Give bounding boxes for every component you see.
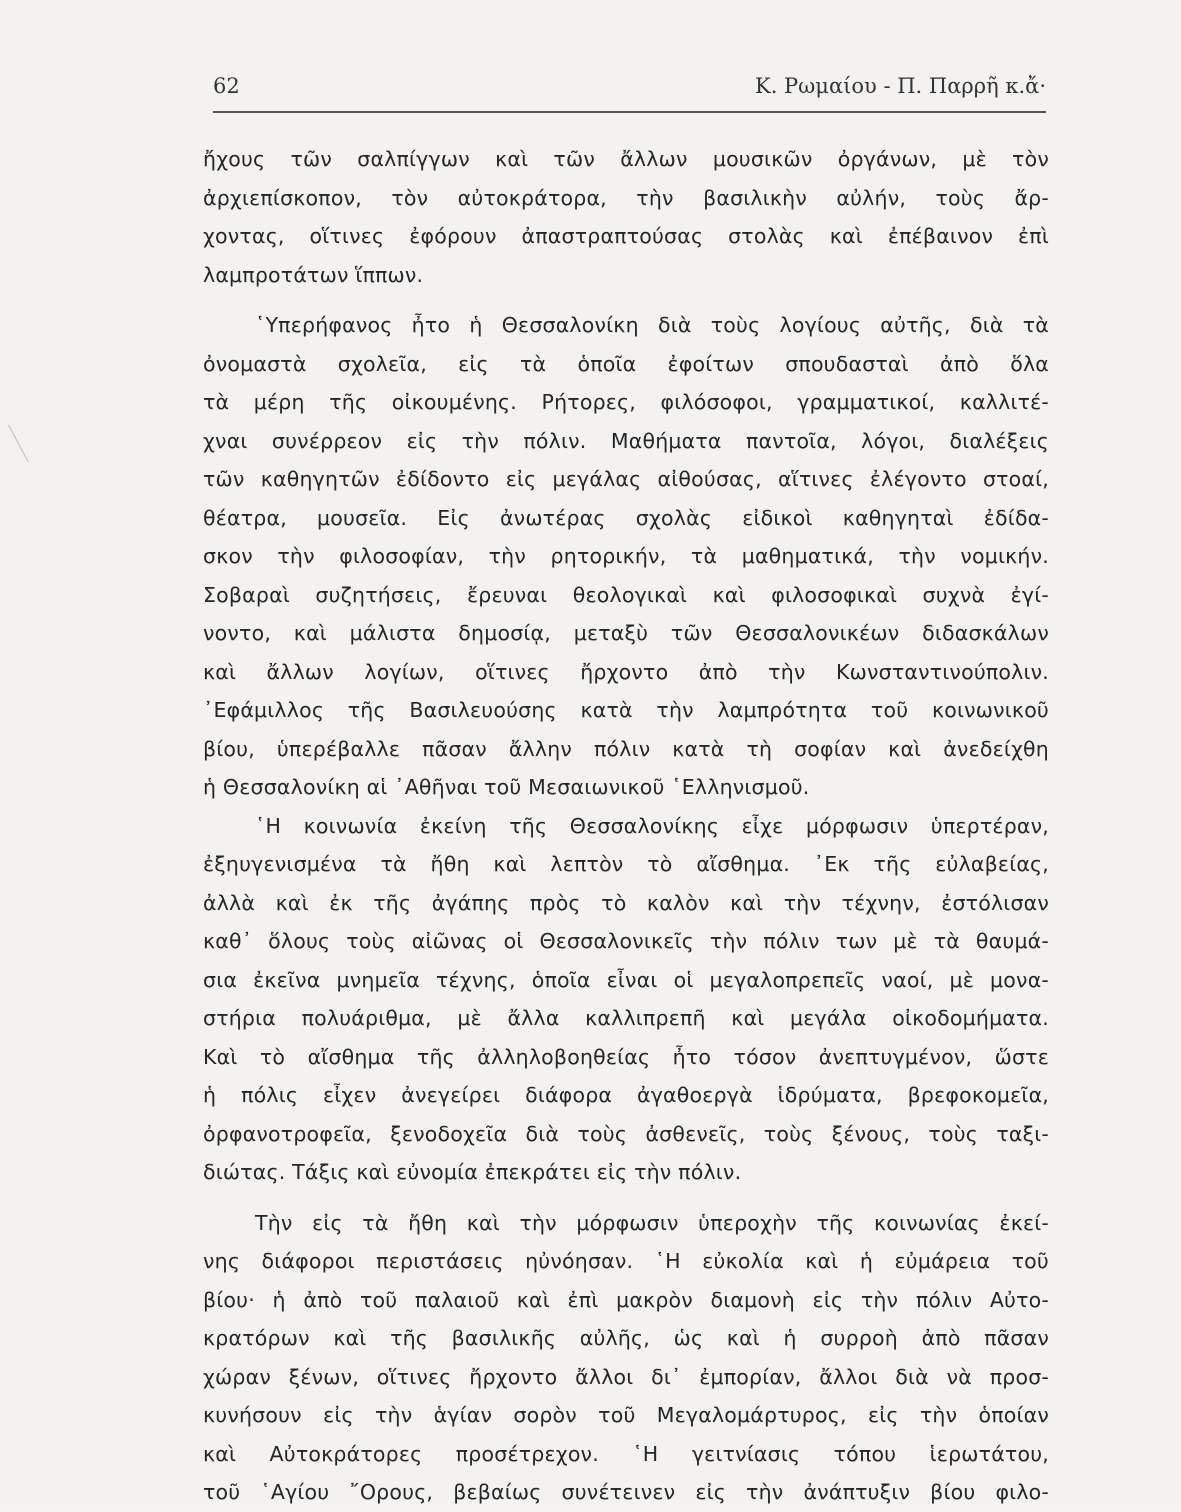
text-line: νης διάφοροι περιστάσεις ηὐνόησαν. ῾Η εὐκολία καὶ ἡ εὐμάρεια τοῦ: [203, 1249, 1049, 1273]
paragraph-4: [203, 1204, 1049, 1512]
text-line: χοντας, οἵτινες ἐφόρουν ἀπαστραπτούσας στολὰς καὶ ἐπέβαινον ἐπὶ: [203, 224, 1049, 248]
text-line: τοῦ ῾Αγίου ῎Ορους, βεβαίως συνέτεινεν εἰς τὴν ἀνάπτυξιν βίου φιλο-: [203, 1480, 1049, 1504]
paragraph-2: [203, 306, 1049, 807]
text-line: νοντο, καὶ μάλιστα δημοσίᾳ, μεταξὺ τῶν Θεσσαλονικέων διδασκάλων: [203, 621, 1049, 645]
text-line: ἀλλὰ καὶ ἐκ τῆς ἀγάπης πρὸς τὸ καλὸν καὶ τὴν τέχνην, ἐστόλισαν: [203, 890, 1049, 915]
text-line: καὶ Αὐτοκράτορες προσέτρεχον. ῾Η γειτνίασις τόπου ἱερωτάτου,: [203, 1441, 1049, 1466]
text-line: ὀνομαστὰ σχολεῖα, εἰς τὰ ὁποῖα ἐφοίτων σπουδασταὶ ἀπὸ ὅλα: [203, 351, 1049, 376]
text-line: ἡ Θεσσαλονίκη αἱ ᾿Αθῆναι τοῦ Μεσαιωνικοῦ ῾Ελληνισμοῦ.: [203, 775, 810, 799]
text-line: τῶν καθηγητῶν ἐδίδοντο εἰς μεγάλας αἰθούσας, αἵτινες ἐλέγοντο στοαί,: [203, 467, 1049, 491]
page-number: 62: [213, 74, 240, 98]
header-rule: [213, 111, 1046, 113]
text-line: διώτας. Τάξις καὶ εὐνομία ἐπεκράτει εἰς τὴν πόλιν.: [203, 1160, 742, 1184]
text-line: στήρια πολυάριθμα, μὲ ἄλλα καλλιπρεπῆ καὶ μεγάλα οἰκοδομήματα.: [203, 1006, 1049, 1030]
page-header: [213, 74, 1046, 108]
text-line: καθ᾿ ὅλους τοὺς αἰῶνας οἱ Θεσσαλονικεῖς τὴν πόλιν των μὲ τὰ θαυμά-: [203, 929, 1049, 953]
text-line: ὀρφανοτροφεῖα, ξενοδοχεῖα διὰ τοὺς ἀσθενεῖς, τοὺς ξένους, τοὺς ταξι-: [203, 1121, 1049, 1146]
text-line: βίου, ὑπερέβαλλε πᾶσαν ἄλλην πόλιν κατὰ τὴ σοφίαν καὶ ἀνεδείχθη: [203, 736, 1049, 761]
paragraph-3: [203, 807, 1049, 1192]
text-line: λαμπροτάτων ἵππων.: [203, 262, 424, 287]
margin-pencil-mark: [8, 414, 48, 462]
text-line: Καὶ τὸ αἴσθημα τῆς ἀλληλοβοηθείας ἦτο τόσον ἀνεπτυγμένον, ὥστε: [203, 1044, 1049, 1069]
body-text: [203, 140, 1049, 1512]
text-line: ἐξηυγενισμένα τὰ ἤθη καὶ λεπτὸν τὸ αἴσθημα. ᾿Εκ τῆς εὐλαβείας,: [203, 852, 1049, 876]
text-line: σια ἐκεῖνα μνημεῖα τέχνης, ὁποῖα εἶναι οἱ μεγαλοπρεπεῖς ναοί, μὲ μονα-: [203, 967, 1049, 992]
text-line: κρατόρων καὶ τῆς βασιλικῆς αὐλῆς, ὡς καὶ ἡ συρροὴ ἀπὸ πᾶσαν: [203, 1326, 1049, 1350]
paragraph-1: [203, 140, 1049, 294]
text-line: ᾿Εφάμιλλος τῆς Βασιλευούσης κατὰ τὴν λαμπρότητα τοῦ κοινωνικοῦ: [203, 698, 1049, 722]
text-line: ῾Η κοινωνία ἐκείνη τῆς Θεσσαλονίκης εἶχε μόρφωσιν ὑπερτέραν,: [255, 813, 1049, 838]
text-line: ῾Υπερήφανος ἦτο ἡ Θεσσαλονίκη διὰ τοὺς λογίους αὐτῆς, διὰ τὰ: [255, 313, 1049, 337]
text-line: καὶ ἄλλων λογίων, οἵτινες ἤρχοντο ἀπὸ τὴν Κωνσταντινούπολιν.: [203, 659, 1049, 684]
text-line: Τὴν εἰς τὰ ἤθη καὶ τὴν μόρφωσιν ὑπεροχὴν τῆς κοινωνίας ἐκεί-: [255, 1210, 1049, 1235]
text-line: θέατρα, μουσεῖα. Εἰς ἀνωτέρας σχολὰς εἰδικοὶ καθηγηταὶ ἐδίδα-: [203, 505, 1049, 530]
text-line: χναι συνέρρεον εἰς τὴν πόλιν. Μαθήματα παντοῖα, λόγοι, διαλέξεις: [203, 428, 1049, 453]
running-head: Κ. Ρωμαίου - Π. Παρρῆ κ.ἄ·: [755, 74, 1046, 98]
text-line: βίου· ἡ ἀπὸ τοῦ παλαιοῦ καὶ ἐπὶ μακρὸν διαμονὴ εἰς τὴν πόλιν Αὐτο-: [203, 1287, 1049, 1312]
text-line: κυνήσουν εἰς τὴν ἁγίαν σορὸν τοῦ Μεγαλομάρτυρος, εἰς τὴν ὁποίαν: [203, 1403, 1049, 1427]
text-line: σκον τὴν φιλοσοφίαν, τὴν ρητορικήν, τὰ μαθηματικά, τὴν νομικήν.: [203, 544, 1049, 568]
text-line: χώραν ξένων, οἵτινες ἤρχοντο ἄλλοι δι᾿ ἐμπορίαν, ἄλλοι διὰ νὰ προσ-: [203, 1364, 1049, 1389]
text-line: Σοβαραὶ συζητήσεις, ἔρευναι θεολογικαὶ καὶ φιλοσοφικαὶ συχνὰ ἐγί-: [203, 582, 1049, 607]
text-line: ἡ πόλις εἶχεν ἀνεγείρει διάφορα ἀγαθοεργὰ ἱδρύματα, βρεφοκομεῖα,: [203, 1083, 1049, 1107]
text-line: ἤχους τῶν σαλπίγγων καὶ τῶν ἄλλων μουσικῶν ὀργάνων, μὲ τὸν: [203, 147, 1049, 171]
text-line: τὰ μέρη τῆς οἰκουμένης. Ρήτορες, φιλόσοφοι, γραμματικοί, καλλιτέ-: [203, 390, 1049, 414]
text-line: ἀρχιεπίσκοπον, τὸν αὐτοκράτορα, τὴν βασιλικὴν αὐλήν, τοὺς ἄρ-: [203, 185, 1049, 210]
